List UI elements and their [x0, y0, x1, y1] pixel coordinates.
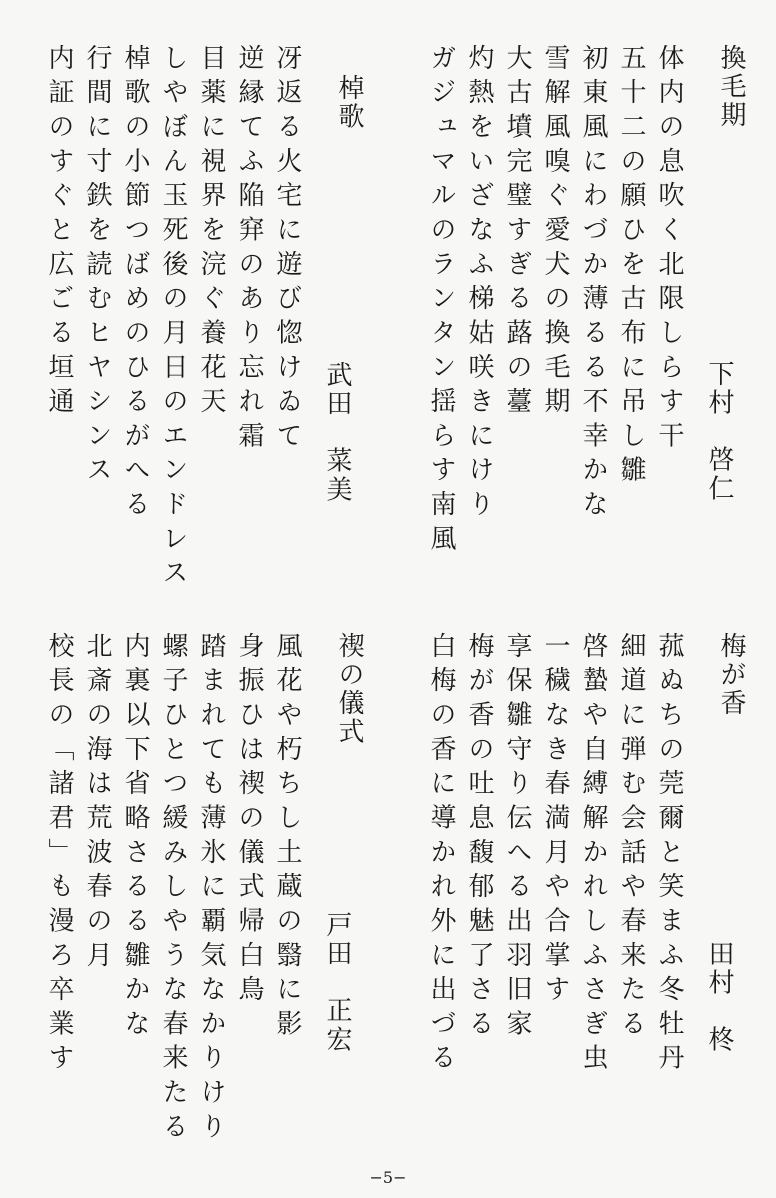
poem-list — [422, 44, 688, 559]
haiku-section-kanmouki — [426, 44, 750, 559]
section-title: 梅が香 — [716, 632, 746, 718]
poem-line: 踏まれても薄氷に覇気なかりけり — [196, 632, 226, 1147]
author-name: 田村 柊 — [704, 939, 734, 1055]
author-name: 武田 菜美 — [322, 361, 352, 505]
section-header — [700, 44, 750, 503]
section-header — [318, 632, 368, 1054]
poem-line: 大古墳完璧すぎる蕗の薹 — [502, 44, 532, 422]
poem-line: 螺子ひとつ緩みしやうな春来たる — [158, 632, 188, 1147]
poem-line: 目薬に視界を浣ぐ養花天 — [196, 44, 226, 422]
poem-line: 校長の「諸君」も漫ろ卒業す — [44, 632, 74, 1079]
poem-line: 啓蟄や自縛解かれしふさぎ虫 — [578, 632, 608, 1079]
poem-line: 白梅の香に導かれ外に出づる — [426, 632, 456, 1079]
poem-line: 逆縁てふ陥穽のあり忘れ霜 — [234, 44, 264, 456]
section-title: 禊の儀式 — [334, 632, 364, 747]
poem-line: しやぼん玉死後の月日のエンドレス — [158, 44, 188, 594]
poem-line: 内裏以下省略さるる雛かな — [120, 632, 150, 1044]
author-name: 下村 啓仁 — [704, 359, 734, 503]
poem-line: 身振ひは禊の儀式帰白鳥 — [234, 632, 264, 1010]
poem-line: 梅が香の吐息馥郁魅了さる — [464, 632, 494, 1044]
poem-line: 細道に弾む会話や春来たる — [616, 632, 646, 1044]
poem-line: ガジュマルのランタン揺らす南風 — [426, 44, 456, 559]
poem-list — [40, 44, 306, 593]
poem-line: 雪解風嗅ぐ愛犬の換毛期 — [540, 44, 570, 422]
poem-list — [40, 632, 306, 1147]
section-title: 換毛期 — [716, 44, 746, 130]
section-title: 棹歌 — [334, 74, 364, 132]
poem-line: 風花や朽ちし土蔵の翳に影 — [272, 632, 302, 1044]
author-name: 戸田 正宏 — [322, 911, 352, 1055]
poem-line: 北斎の海は荒波春の月 — [82, 632, 112, 976]
poem-list — [422, 632, 688, 1078]
poem-line: 灼熱をいざなふ梯姑咲きにけり — [464, 44, 494, 525]
poem-line: 冴返る火宅に遊び惚けゐて — [272, 44, 302, 456]
haiku-section-umegaka — [426, 632, 750, 1079]
section-header — [700, 632, 750, 1054]
haiku-section-misogi — [44, 632, 368, 1147]
poem-line: 体内の息吹く北限しらす干 — [654, 44, 684, 456]
poem-line: 享保雛守り伝へる出羽旧家 — [502, 632, 532, 1044]
section-header — [318, 44, 368, 504]
haiku-section-touka — [44, 44, 368, 594]
poem-line: 五十二の願ひを古布に吊し雛 — [616, 44, 646, 491]
poem-line: 一穢なき春満月や合掌す — [540, 632, 570, 1010]
poem-line: 棹歌の小節つばめのひるがへる — [120, 44, 150, 525]
poem-line: 内証のすぐと広ごる垣通 — [44, 44, 74, 422]
poem-line: 行間に寸鉄を読むヒヤシンス — [82, 44, 112, 491]
poem-line: 菰ぬちの莞爾と笑まふ冬牡丹 — [654, 632, 684, 1079]
page-number: −5− — [369, 1168, 407, 1187]
poem-line: 初東風にわづか薄るる不幸かな — [578, 44, 608, 525]
